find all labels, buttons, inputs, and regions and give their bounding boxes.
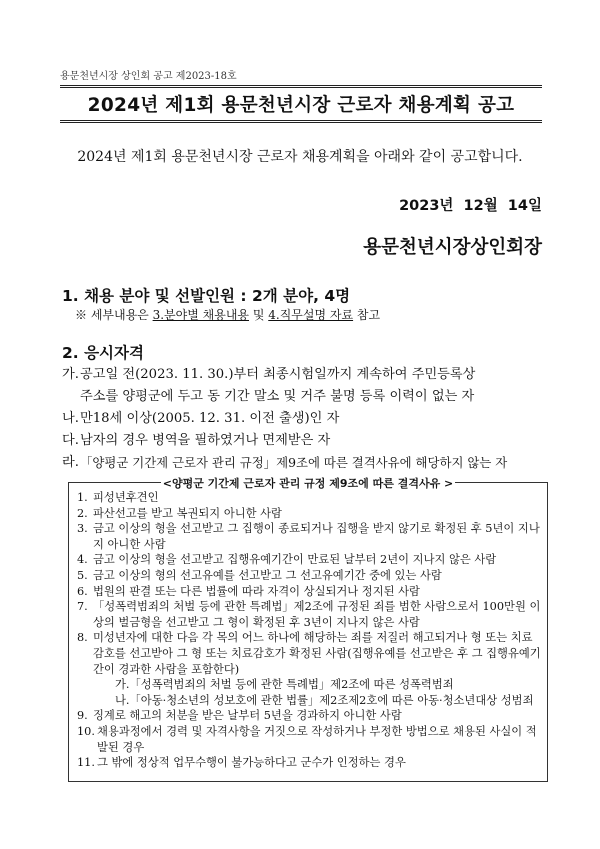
eligibility-item <box>62 364 548 408</box>
disqualification-item: 10. 채용과정에서 경력 및 자격사항을 거짓으로 작성하거나 부정한 방법으로 채용된 사실이 적발된 경우 <box>77 724 537 754</box>
issuer-name: 용문천년시장상인회장 <box>363 237 542 258</box>
disqualification-title: <양평군 기간제 근로자 관리 규정 제9조에 따른 결격사유 > <box>162 477 454 490</box>
eligibility-item <box>62 452 548 474</box>
item-marker: 다. <box>62 433 79 448</box>
intro-text: 2024년 제1회 용문천년시장 근로자 채용계획을 아래와 같이 공고합니다. <box>77 149 523 165</box>
note-mid: 및 <box>249 308 269 322</box>
section2-heading: 2. 응시자격 <box>62 344 144 362</box>
item-text: 공고일 전(2023. 11. 30.)부터 최종시험일까지 계속하여 주민등록상 <box>80 367 476 382</box>
eligibility-list <box>62 364 548 474</box>
disqualification-item: 1. 피성년후견인 <box>77 491 159 504</box>
announcement-date: 2023년 12월 14일 <box>399 198 542 214</box>
disqualification-item: 6. 법원의 판결 또는 다른 법률에 따라 자격이 상실되거나 정지된 사람 <box>77 584 420 598</box>
section1-note <box>75 306 380 323</box>
disqualification-item: 7. 「성폭력범죄의 처벌 등에 관한 특례법」제2조에 규정된 죄를 범한 사람으로서 100만원 이상의 벌금형을 선고받고 그 형이 확정된 후 3년이 지나지 않은 사람 <box>77 600 541 629</box>
item-marker: 가. <box>62 367 79 382</box>
document-number: 용문천년시장 상인회 공고 제2023-18호 <box>60 71 237 82</box>
disqualification-item: 9. 징계로 해고의 처분을 받은 날부터 5년을 경과하지 아니한 사람 <box>77 709 402 723</box>
disqualification-box <box>68 477 548 782</box>
document-title: 2024년 제1회 용문천년시장 근로자 채용계획 공고 <box>60 85 542 123</box>
item-text: 만18세 이상(2005. 12. 31. 이전 출생)인 자 <box>80 411 340 426</box>
disqualification-item: 5. 금고 이상의 형의 선고유예를 선고받고 그 선고유예기간 중에 있는 사람 <box>77 568 442 582</box>
section1-heading: 1. 채용 분야 및 선발인원 : 2개 분야, 4명 <box>62 287 351 305</box>
disqualification-item: 4. 금고 이상의 형을 선고받고 집행유예기간이 만료된 날부터 2년이 지나지 않은 사람 <box>77 553 497 567</box>
item-marker: 나. <box>62 411 79 426</box>
note-prefix: ※ 세부내용은 <box>75 308 153 322</box>
disqualification-list <box>77 490 541 771</box>
disqualification-item: 2. 파산선고를 받고 복권되지 아니한 사람 <box>77 506 282 520</box>
note-suffix: 참고 <box>353 308 381 322</box>
note-link-job-description: 4.직무설명 자료 <box>268 308 354 322</box>
disqualification-sub-item: 나.「아동·청소년의 성보호에 관한 법률」제2조제2호에 따른 아동·청소년대상 성범죄 <box>115 693 534 707</box>
disqualification-item: 11. 그 밖에 정상적 업무수행이 불가능하다고 군수가 인정하는 경우 <box>77 756 406 770</box>
item-text-continued: 주소를 양평군에 두고 동 기간 말소 및 거주 불명 등록 이력이 없는 자 <box>80 389 475 404</box>
disqualification-item: 8. 미성년자에 대한 다음 각 목의 어느 하나에 해당하는 죄를 저질러 해고되거나 형 또는 치료감호를 선고받아 그 형 또는 치료감호가 확정된 사람(집행유예를 선고받은 후 그 집행유예기간이 경과한 사람을 포함한다) <box>77 631 541 676</box>
eligibility-item <box>62 430 548 452</box>
disqualification-sub-item: 가.「성폭력범죄의 처벌 등에 관한 특례법」제2조에 따른 성폭력범죄 <box>115 678 454 692</box>
disqualification-item: 3. 금고 이상의 형을 선고받고 그 집행이 종료되거나 집행을 받지 않기로 확정된 후 5년이 지나지 아니한 사람 <box>77 522 540 551</box>
item-text: 「양평군 기간제 근로자 관리 규정」제9조에 따른 결격사유에 해당하지 않는 자 <box>80 455 508 470</box>
eligibility-item <box>62 408 548 430</box>
item-text: 남자의 경우 병역을 필하였거나 면제받은 자 <box>80 433 331 448</box>
note-link-recruitment-details: 3.분야별 채용내용 <box>152 308 250 322</box>
item-marker: 라. <box>62 455 79 470</box>
